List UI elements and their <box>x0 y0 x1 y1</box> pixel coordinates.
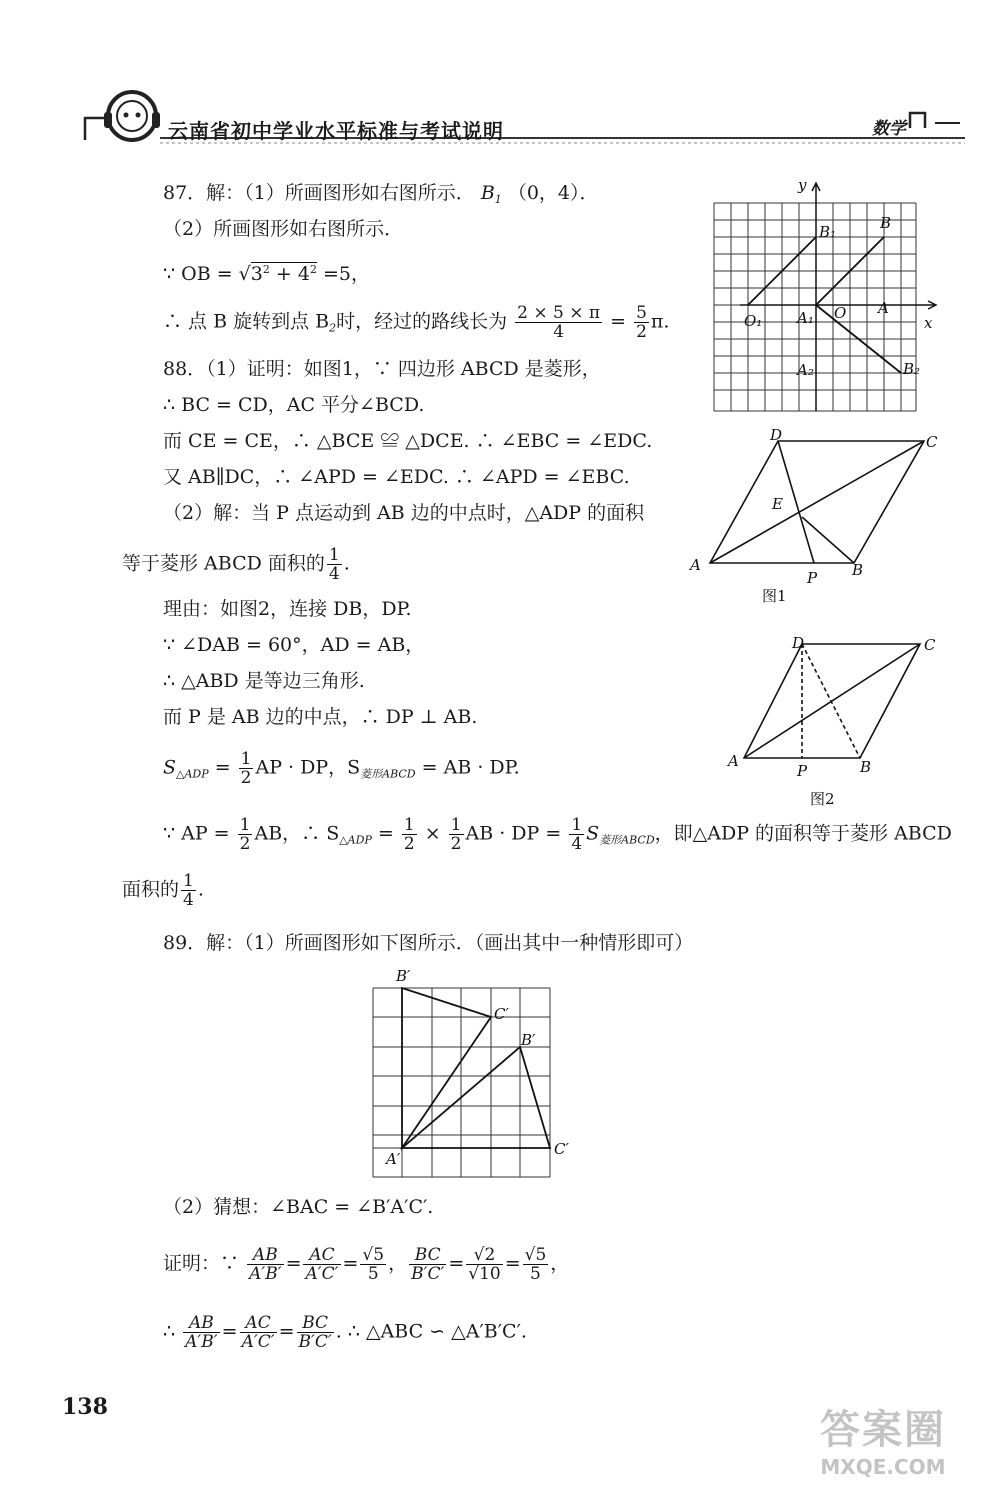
s-symbol: S <box>163 756 177 779</box>
fig2-caption: 图2 <box>810 790 835 808</box>
watermark-url: MXQE.COM <box>820 1455 946 1479</box>
frac-ab: $\frac{AB}{A'B'}$ <box>249 1245 282 1284</box>
q89-label-c-prime: C′ <box>554 1140 569 1158</box>
q87-l4-text: ∴ 点 B 旋转到点 B <box>163 310 330 333</box>
similarity-conclusion: . ∴ △ABC ∽ △A′B′C′. <box>335 1320 527 1343</box>
fig1-lines <box>710 441 924 563</box>
q87-exp2: 2 <box>309 263 317 276</box>
fig2-label-d: D <box>792 634 805 652</box>
q88-line3: 而 CE = CE，∴ △BCE ≌ △DCE. ∴ ∠EBC = ∠EDC. <box>163 430 653 452</box>
q88-line10: 而 P 是 AB 边的中点，∴ DP ⊥ AB. <box>163 706 478 728</box>
equals: = <box>604 310 633 333</box>
q88-line2: ∴ BC = CD，AC 平分∠BCD. <box>163 394 425 416</box>
frac-ac2: $\frac{AC}{A'C'}$ <box>241 1313 275 1352</box>
watermark-text: 答案圈 <box>820 1407 946 1453</box>
q88-line4: 又 AB∥DC，∴ ∠APD = ∠EDC. ∴ ∠APD = ∠EBC. <box>163 466 630 488</box>
half-c: $\frac{1}{2}$ <box>450 815 462 854</box>
q89-label-b-prime: B′ <box>521 1031 536 1049</box>
q89-line2: （2）猜想：∠BAC = ∠B′A′C′. <box>163 1196 434 1218</box>
sqrt-sign: √ <box>238 263 251 285</box>
fig2-label-a: A <box>728 752 739 770</box>
q87-pi: π. <box>650 310 670 333</box>
q89-triangles <box>402 988 550 1148</box>
q88-l12-e: AB · DP = <box>465 822 568 845</box>
q88-l12-b: AB，∴ S <box>254 822 340 845</box>
q88-line5: （2）解：当 P 点运动到 AB 边的中点时，△ADP 的面积 <box>163 502 645 524</box>
q88-line8: ∵ ∠DAB = 60°，AD = AB， <box>163 634 425 656</box>
fig1-label-a: A <box>690 556 701 574</box>
quarter-b: $\frac{1}{4}$ <box>183 871 194 910</box>
fig2-label-c: C <box>924 636 936 654</box>
q87-line2: （2）所画图形如右图所示． <box>163 218 404 240</box>
fig2-label-b: B <box>860 758 872 776</box>
q89-line4: ∴ $\frac{AB}{A'B'}$ = $\frac{AC}{A'C'}$ = $\frac{BC}{B'C'}$ . ∴ △ABC ∽ △A′B′C′. <box>163 1313 527 1352</box>
label-b1: B₁ <box>819 223 837 241</box>
s-sub: △ADP <box>176 767 209 781</box>
fig1-caption: 图1 <box>762 587 787 605</box>
period: . <box>343 552 350 575</box>
q87-l4-text2: 时，经过的路线长为 <box>336 310 508 333</box>
y-axis-label: y <box>798 176 807 194</box>
s-sub4: 菱形ABCD <box>599 833 655 847</box>
q89-grid-figure <box>370 965 590 1183</box>
page-number: 138 <box>62 1394 108 1420</box>
header-title: 云南省初中学业水平标准与考试说明 <box>168 119 504 143</box>
q88-l6-text: 等于菱形 ABCD 面积的 <box>122 552 325 575</box>
q88-line11 <box>163 750 520 788</box>
half-b: $\frac{1}{2}$ <box>403 815 415 854</box>
q87-exp1: 2 <box>262 263 270 276</box>
period: . <box>197 878 204 901</box>
s-symbol2: S <box>586 822 600 845</box>
q87-ob-lhs: ∵ OB = <box>163 263 239 285</box>
label-a: A <box>878 299 889 317</box>
q87-b1-sub: 1 <box>494 193 502 206</box>
fig2-lines <box>744 644 920 758</box>
x-axis-label: x <box>924 314 933 332</box>
q88-line12 <box>163 816 952 854</box>
fig2-label-p: P <box>797 762 808 780</box>
q89-label-c-prime-top: C′ <box>494 1005 509 1023</box>
frac-bc: $\frac{BC}{B'C'}$ <box>411 1245 445 1284</box>
label-a1: A₁ <box>797 309 814 327</box>
q87-line3 <box>163 257 370 287</box>
fig1-label-e: E <box>772 495 783 513</box>
q88-half: $\frac{1}{2}$ <box>240 749 252 788</box>
therefore: ∴ <box>163 1320 176 1343</box>
frac-sqrt5-5b: $\frac{√5}{5}$ <box>524 1245 547 1284</box>
q89-label-b-prime-top: B′ <box>396 967 411 985</box>
q88-line6 <box>122 546 350 583</box>
q87-fraction1: $\frac{2 \times 5 \times \pi}{4}$ <box>517 303 601 342</box>
label-b: B <box>880 214 892 232</box>
q87-b1-coords: （0，4）． <box>507 182 599 204</box>
label-b2: B₂ <box>903 360 921 378</box>
q88-l13-text: 面积的 <box>122 878 180 901</box>
q87-coordinate-grid-figure <box>700 175 950 420</box>
header-subject: 数学 <box>872 119 906 139</box>
q89-proof-label: 证明：∵ <box>163 1252 240 1275</box>
label-a2: A₂ <box>797 361 814 379</box>
q88-line1: 88．（1）证明：如图1，∵ 四边形 ABCD 是菱形， <box>163 358 601 380</box>
q87-b1-label: B <box>480 182 495 204</box>
q89-line1: 89．解：（1）所画图形如下图所示．（画出其中一种情形即可） <box>163 932 694 954</box>
comma: ， <box>550 1252 570 1275</box>
frac-bc2: $\frac{BC}{B'C'}$ <box>298 1313 332 1352</box>
frac-ab2: $\frac{AB}{A'B'}$ <box>185 1313 218 1352</box>
fig1-rhombus <box>680 425 960 610</box>
fig1-label-p: P <box>807 569 818 587</box>
q88-line7: 理由：如图2，连接 DB，DP. <box>163 598 412 620</box>
times: × <box>418 822 447 845</box>
equals: = <box>371 822 400 845</box>
q88-quarter: $\frac{1}{4}$ <box>328 545 340 584</box>
q87-line4 <box>163 304 669 342</box>
label-o: O <box>834 304 847 322</box>
q87-three: 3 <box>250 263 263 285</box>
s-sub2: 菱形ABCD <box>360 767 416 781</box>
frac-ac: $\frac{AC}{A'C'}$ <box>305 1245 339 1284</box>
s-sub3: △ADP <box>339 833 372 847</box>
comma: ， <box>388 1252 408 1275</box>
label-o1: O₁ <box>744 312 763 330</box>
q87-line1 <box>163 180 599 213</box>
q87-fraction2: $\frac{5}{2}$ <box>636 303 647 342</box>
q87-line1-text: 87．解：（1）所画图形如右图所示． <box>163 182 475 204</box>
q88-l12-g: ，即△ADP 的面积等于菱形 ABCD <box>654 822 952 845</box>
q89-label-a-prime: A′ <box>386 1150 401 1168</box>
q88-l11-end: = AB · DP. <box>415 756 520 779</box>
quarter-a: $\frac{1}{4}$ <box>571 815 583 854</box>
frac-sqrt2-sqrt10: $\frac{√2}{√10}$ <box>468 1245 501 1284</box>
half-a: $\frac{1}{2}$ <box>239 815 251 854</box>
q88-line9: ∴ △ABD 是等边三角形. <box>163 670 365 692</box>
q87-ob-value: =5， <box>316 263 371 285</box>
fig1-label-b: B <box>852 561 864 579</box>
equals: = <box>208 756 237 779</box>
frac-sqrt5-5: $\frac{√5}{5}$ <box>362 1245 385 1284</box>
q89-line3: 证明：∵ $\frac{AB}{A'B'}$ = $\frac{AC}{A'C'}$ = $\frac{√5}{5}$ ， $\frac{BC}{B'C'}$ = $\frac{√2}{√10}$ = $\frac{√5}{5}$ ， <box>163 1245 570 1284</box>
q88-l11-mid: AP · DP，S <box>255 756 361 779</box>
q88-l12-a: ∵ AP = <box>163 822 236 845</box>
q87-b2-sub: 2 <box>329 321 337 335</box>
watermark-logo <box>820 1398 946 1479</box>
fig1-label-c: C <box>926 433 938 451</box>
q88-line13 <box>122 872 204 909</box>
fig1-label-d: D <box>770 426 783 444</box>
q87-plus-four: + 4 <box>269 263 310 285</box>
fig2-rhombus <box>720 628 960 813</box>
